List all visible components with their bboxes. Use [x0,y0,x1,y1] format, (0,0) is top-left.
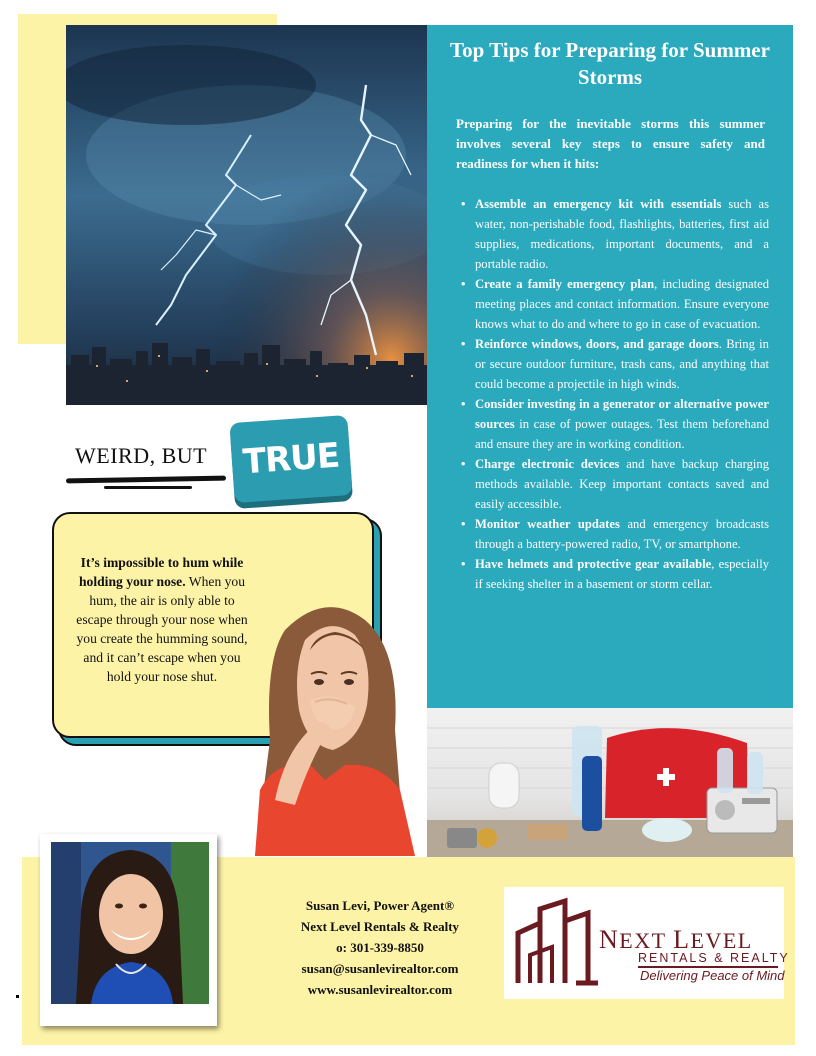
bullet-icon: • [461,557,466,571]
bullet-icon: • [461,517,466,531]
tip-item: • Assemble an emergency kit with essentials such as water, non-perishable food, flashlights, batteries, first aid supplies, medications, important documents, and a portable radio. [456,194,769,274]
storm-photo [66,25,428,405]
tips-list [456,194,769,594]
bullet-icon: • [461,397,466,411]
agent-headshot [51,842,209,1004]
agent-company: Next Level Rentals & Realty [300,919,460,934]
agent-email[interactable]: susan@susanlevirealtor.com [301,961,459,976]
true-badge [229,415,352,503]
tips-intro: Preparing for the inevitable storms this summer involves several key steps to ensure safety and readiness for when it hits: [456,116,765,171]
bullet-icon: • [461,337,466,351]
bullet-icon: • [461,277,466,291]
contact-block [262,895,498,1000]
storm-tips-panel [427,25,793,708]
buildings-logo-icon [510,895,610,995]
agent-photo-frame [40,834,217,1026]
bullet-icon: • [461,457,466,471]
agent-website[interactable]: www.susanlevirealtor.com [307,982,453,997]
tip-item: • Create a family emergency plan, including designated meeting places and contact information. Ensure everyone knows what to do and where to go in case of evacuation. [456,274,769,334]
tip-item: • Consider investing in a generator or alternative power sources in case of power outages. Test them beforehand and ensure they are in working condition. [456,394,769,454]
agent-phone[interactable]: o: 301-339-8850 [336,940,424,955]
fun-fact-text: It’s impossible to hum while holding your nose. When you hum, the air is only able to escape through your nose when you create the humming sound, and it can’t escape when you hold your nose shut. [76,555,248,684]
logo-subtitle: RENTALS & REALTY [638,951,790,965]
woman-holding-nose-photo [215,590,445,856]
brush-underline [66,476,226,484]
true-badge-text: TRUE [241,435,341,483]
weird-but-label: WEIRD, BUT [75,443,208,468]
logo-wordmark: NEXT LEVEL [599,925,753,954]
emergency-supplies-photo [427,708,793,857]
stray-dot [16,995,19,998]
tip-item: • Charge electronic devices and have backup charging methods available. Keep important contacts saved and easily accessible. [456,454,769,514]
brush-underline-small [104,486,192,489]
tip-item: • Reinforce windows, doors, and garage doors. Bring in or secure outdoor furniture, trash cans, and anything that could become a projectile in high winds. [456,334,769,394]
next-level-logo [504,887,790,999]
agent-name: Susan Levi, Power Agent® [305,898,455,913]
bullet-icon: • [461,197,466,211]
tip-item: • Monitor weather updates and emergency broadcasts through a battery-powered radio, TV, or smartphone. [456,514,769,554]
logo-tagline: Delivering Peace of Mind [640,968,785,983]
tips-title: Top Tips for Preparing for Summer Storms [450,38,770,89]
tip-item: • Have helmets and protective gear available, especially if seeking shelter in a basement or storm cellar. [456,554,769,594]
